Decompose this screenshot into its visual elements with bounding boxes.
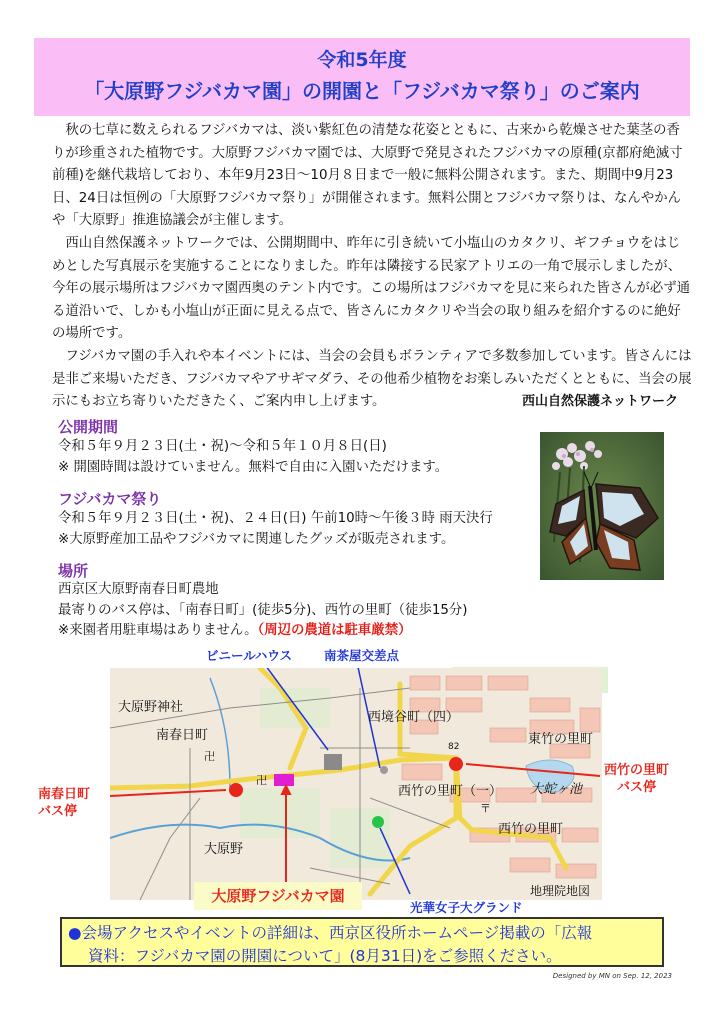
access-map — [110, 668, 602, 900]
koka-ground-label: 光華女子大グランド — [410, 900, 523, 915]
period-dates: 令和５年９月２３日(土・祝)～令和５年１０月８日(日) — [58, 439, 387, 454]
access-notice — [60, 917, 664, 967]
map-label-nishi-take-1: 西竹の里町（一） — [398, 784, 503, 799]
festival-dates: 令和５年９月２３日(土・祝)、２４日(日) 午前10時～午後３時 雨天決行 — [58, 511, 493, 526]
period-note: ※ 開園時間は設けていません。無料で自由に入園いただけます。 — [58, 459, 449, 475]
map-label-gsi: 地理院地図 — [530, 884, 591, 898]
map-label-higashi-take: 東竹の里町 — [528, 732, 594, 747]
nishitake-stop-name: 西竹の里町 — [604, 763, 670, 778]
minami-chaya-label: 南茶屋交差点 — [324, 648, 400, 663]
intro-text — [52, 120, 692, 414]
header-banner — [34, 38, 690, 116]
ground-marker — [372, 816, 384, 828]
park-label: 大原野フジバカマ園 — [194, 882, 362, 910]
notice-line-1: ●会場アクセスやイベントの詳細は、西京区役所ホームページ掲載の「広報 — [68, 924, 593, 942]
minami-kasuga-bus-stop-label — [38, 786, 90, 820]
map-label-route-number: 82 — [448, 742, 460, 752]
festival-note: ※大原野産加工品やフジバカマに関連したグッズが販売されます。 — [58, 531, 455, 547]
page-year-title: 令和5年度 — [317, 49, 407, 71]
butterfly-photo — [540, 432, 664, 580]
post-office-icon: 〒 — [480, 802, 491, 815]
parking-note: ※来園者用駐車場はありません。 — [58, 623, 258, 638]
map-drawing — [110, 668, 602, 900]
place-title: 場所 — [58, 562, 89, 580]
festival-body — [58, 509, 493, 550]
festival-title: フジバカマ祭り — [58, 490, 162, 508]
intro-paragraph-3: フジバカマ園の手入れや本イベントには、当会の会員もボランティアで多数参加しています。皆さんには是非ご来場いただき、フジバカマやアサギマダラ、その他希少植物をお楽しみいただくとともに、当会の展示にもお立ち寄りいただきたく、ご案内申し上げます。 — [52, 348, 692, 410]
temple-icon: 卍 — [256, 774, 267, 787]
page-title: 「大原野フジバカマ園」の開園と「フジバカマ祭り」のご案内 — [84, 79, 640, 103]
minami-chaya-marker — [380, 766, 388, 774]
place-parking — [58, 621, 467, 642]
map-label-oharano: 大原野 — [204, 842, 244, 857]
map-label-nishi-sakaidani: 西境谷町（四） — [368, 710, 460, 725]
nishitake-bus-stop-label — [604, 762, 669, 796]
vinyl-house-label: ビニールハウス — [206, 648, 293, 663]
intro-paragraph-2: 西山自然保護ネットワークでは、公開期間中、昨年に引き続いて小塩山のカタクリ、ギフチョウをはじめとした写真展示を実施することになりました。昨年は隣接する民家アトリエの一角で展示しましたが、今年の展示場所はフジバカマ園西奥のテント内です。この場所はフジバカマを見に来られた皆さんが必ず通る道沿いで、しかも小塩山が正面に見える点で、皆さんにカタクリや当会の取り組みを紹介するのに絶好の場所です。 — [52, 235, 691, 342]
organization-name: 西山自然保護ネットワーク — [521, 394, 678, 409]
nishitake-stop-suffix: バス停 — [617, 780, 657, 795]
minami-kasuga-stop-name: 南春日町 — [38, 787, 91, 802]
period-title: 公開期間 — [58, 418, 119, 436]
place-bus-stops: 最寄りのバス停は、「南春日町」(徒歩5分)、西竹の里町（徒歩15分) — [58, 602, 468, 618]
temple-icon: 卍 — [204, 750, 215, 763]
map-label-minami-kasuga: 南春日町 — [156, 728, 209, 743]
place-address: 西京区大原野南春日町農地 — [58, 582, 219, 597]
vinyl-house-marker — [324, 754, 342, 770]
park-marker — [274, 774, 294, 786]
minami-kasuga-bus-stop-marker — [229, 783, 243, 797]
place-body — [58, 580, 467, 642]
minami-kasuga-stop-suffix: バス停 — [38, 804, 78, 819]
nishitake-bus-stop-marker — [449, 757, 463, 771]
design-credit: Designed by MN on Sep. 12, 2023 — [552, 972, 672, 980]
intro-paragraph-1: 秋の七草に数えられるフジバカマは、淡い紫紅色の清楚な花姿とともに、古来から乾燥させた葉茎の香りが珍重された植物です。大原野フジバカマ園では、大原野で発見されたフジバカマの原種(京都府絶滅寸前種)を継代栽培しており、本年9月23日～10月８日まで一般に無料公開されます。また、期間中9月23日、24日は恒例の「大原野フジバカマ祭り」が開催されます。無料公開とフジバカマ祭りは、なんやかんや「大原野」推進協議会が主催します。 — [52, 123, 683, 229]
parking-warning: （周辺の農道は駐車厳禁） — [257, 623, 412, 638]
map-label-nishi-take: 西竹の里町 — [498, 822, 564, 837]
butterfly-illustration — [540, 432, 664, 580]
notice-line-2: 資料：フジバカマ園の開園について」(8月31日)をご参照ください。 — [88, 947, 562, 965]
period-body — [58, 437, 448, 478]
map-label-shrine: 大原野神社 — [118, 700, 184, 715]
map-label-daija-ike: 大蛇ヶ池 — [530, 782, 583, 797]
